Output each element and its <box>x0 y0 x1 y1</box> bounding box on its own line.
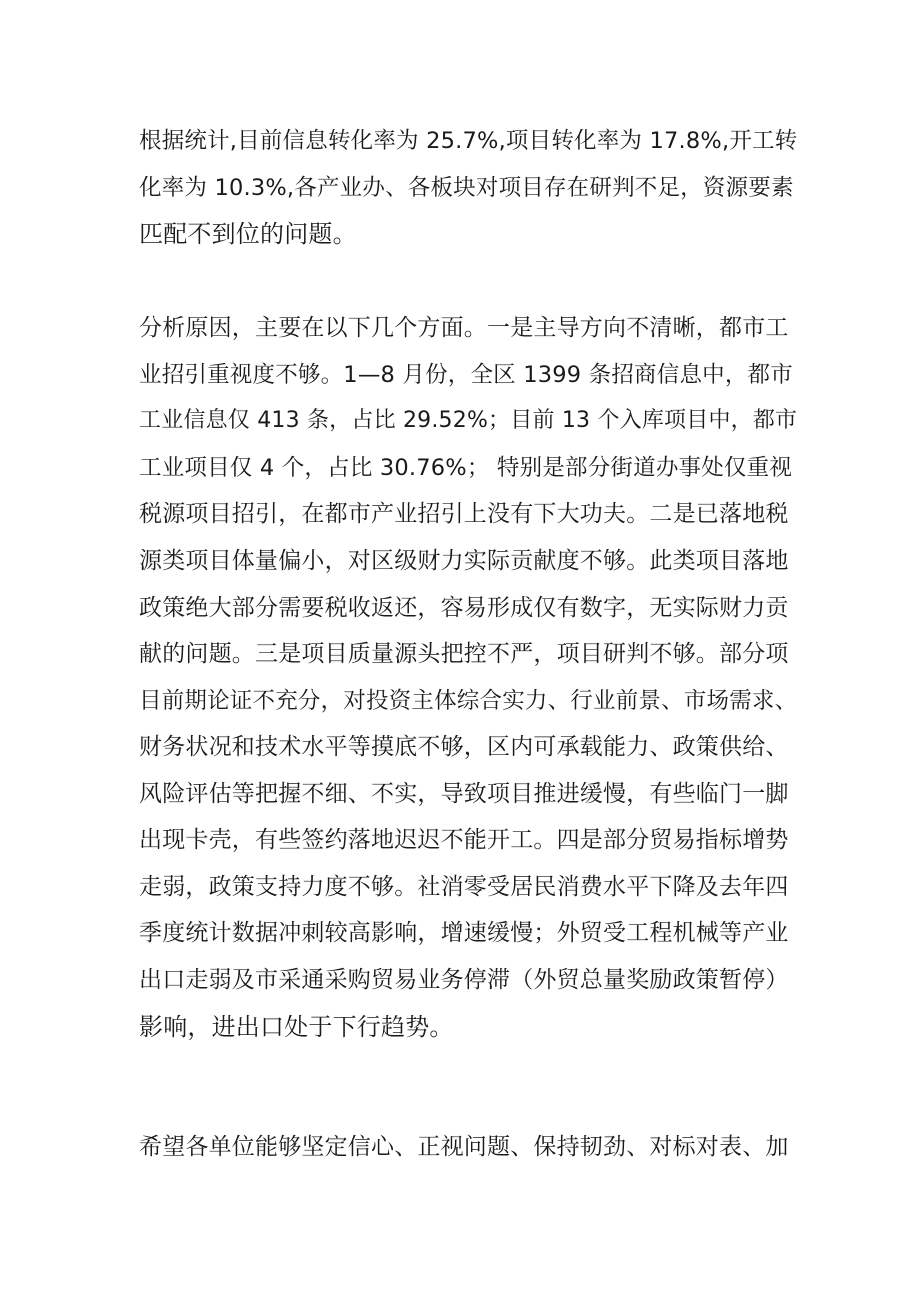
text-line: 出现卡壳，有些签约落地迟迟不能开工。四是部分贸易指标增势 <box>139 827 789 853</box>
text-line: 出口走弱及市采通采购贸易业务停滞（外贸总量奖励政策暂停） <box>139 967 789 993</box>
text-line: 风险评估等把握不细、不实，导致项目推进缓慢，有些临门一脚 <box>139 781 789 807</box>
text-line: 匹配不到位的问题。 <box>139 220 357 248</box>
text-line: 走弱，政策支持力度不够。社消零受居民消费水平下降及去年四 <box>139 874 789 900</box>
text-line: 财务状况和技术水平等摸底不够，区内可承载能力、政策供给、 <box>139 734 789 760</box>
text-line: 政策绝大部分需要税收返还，容易形成仅有数字，无实际财力贡 <box>139 595 789 621</box>
text-line: 源类项目体量偏小，对区级财力实际贡献度不够。此类项目落地 <box>139 548 789 574</box>
text-line: 工业信息仅 413 条，占比 29.52%；目前 13 个入库项目中，都市 <box>139 408 798 433</box>
text-line: 目前期论证不充分，对投资主体综合实力、行业前景、市场需求、 <box>139 688 798 714</box>
text-line: 税源项目招引，在都市产业招引上没有下大功夫。二是已落地税 <box>139 501 789 527</box>
text-line: 希望各单位能够坚定信心、正视问题、保持韧劲、对标对表、加 <box>139 1134 789 1160</box>
text-line: 工业项目仅 4 个，占比 30.76%； 特别是部分街道办事处仅重视 <box>139 455 793 481</box>
text-line: 季度统计数据冲刺较高影响，增速缓慢；外贸受工程机械等产业 <box>139 920 789 946</box>
text-line: 献的问题。三是项目质量源头把控不严，项目研判不够。部分项 <box>139 641 789 667</box>
text-line: 影响，进出口处于下行趋势。 <box>139 1013 454 1041</box>
text-line: 分析原因，主要在以下几个方面。一是主导方向不清晰，都市工 <box>139 315 789 341</box>
text-line: 化率为 10.3%,各产业办、各板块对项目存在研判不足，资源要素 <box>139 175 794 201</box>
text-line: 业招引重视度不够。1—8 月份，全区 1399 条招商信息中，都市 <box>139 362 793 388</box>
text-line: 根据统计,目前信息转化率为 25.7%,项目转化率为 17.8%,开工转 <box>139 128 798 154</box>
